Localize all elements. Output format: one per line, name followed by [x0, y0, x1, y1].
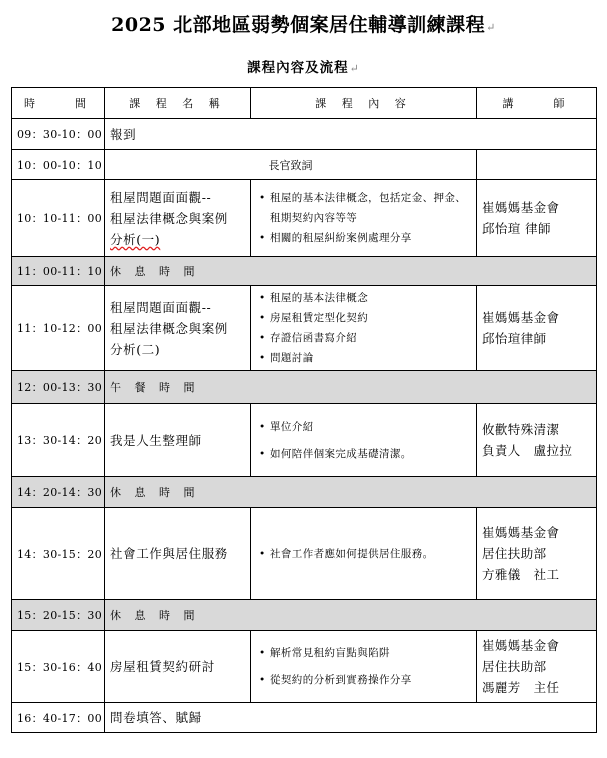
course-name-line: 租屋法律概念與案例: [110, 210, 228, 226]
content-item: • 社會工作者應如何提供居住服務。: [256, 544, 471, 564]
course-name-cell: 房屋租賃契約研討: [105, 631, 251, 703]
table-row: [12, 257, 597, 286]
course-name-cell: [105, 180, 251, 257]
table-row: [12, 371, 597, 404]
table-row: [12, 180, 597, 257]
lecturer-line: 方雅儀 社工: [482, 567, 560, 582]
time-cell: 11：10-12：00: [12, 286, 105, 371]
document-subtitle: 課程內容及流程↵: [247, 60, 360, 76]
table-row: [12, 631, 597, 703]
header-time: 時 間: [12, 88, 105, 119]
schedule-table: [11, 87, 597, 733]
table-row: [12, 477, 597, 508]
lecturer-cell: [477, 404, 597, 477]
time-cell: 13：30-14：20: [12, 404, 105, 477]
lecturer-line: 崔媽媽基金會: [482, 525, 560, 540]
table-row: [12, 600, 597, 631]
lecturer-line: 馮麗芳 主任: [482, 680, 560, 695]
lecturer-cell: [477, 631, 597, 703]
content-item: • 相關的租屋糾紛案例處理分享: [256, 228, 471, 248]
content-item: • 單位介紹: [256, 417, 471, 437]
time-cell: 10：10-11：00: [12, 180, 105, 257]
time-cell: 16：40-17：00: [12, 703, 105, 733]
course-name-line: 租屋問題面面觀--: [110, 189, 212, 205]
break-cell: 休 息 時 間: [105, 257, 597, 286]
lecturer-cell: [477, 508, 597, 600]
course-name-line: 分析(二): [110, 341, 161, 357]
lecturer-cell: [477, 286, 597, 371]
lecturer-line: 崔媽媽基金會: [482, 200, 560, 215]
lunch-cell: 午 餐 時 間: [105, 371, 597, 404]
lecturer-line: 負責人 盧拉拉: [482, 443, 573, 458]
time-cell: 10：00-10：10: [12, 150, 105, 180]
course-name-cell: 我是人生整理師: [105, 404, 251, 477]
registration-cell: 報到: [105, 119, 597, 150]
table-row: [12, 286, 597, 371]
header-lecturer: 講 師: [477, 88, 597, 119]
content-item: • 租屋的基本法律概念: [256, 288, 471, 308]
course-content-cell: [251, 180, 477, 257]
course-name-cell: [105, 286, 251, 371]
table-row: [12, 119, 597, 150]
content-item: • 存證信函書寫介紹: [256, 328, 471, 348]
course-name-line: 分析(一): [110, 231, 161, 247]
lecturer-cell: [477, 180, 597, 257]
lecturer-line: 邱怡瑄律師: [482, 331, 547, 346]
course-name-line: 租屋問題面面觀--: [110, 299, 212, 315]
table-row: [12, 508, 597, 600]
lecturer-line: 攸歡特殊清潔: [482, 422, 560, 437]
course-name-cell: 社會工作與居住服務: [105, 508, 251, 600]
content-item: • 房屋租賃定型化契約: [256, 308, 471, 328]
table-row: [12, 703, 597, 733]
course-content-cell: [251, 631, 477, 703]
time-cell: 15：20-15：30: [12, 600, 105, 631]
closing-cell: 問卷填答、賦歸: [105, 703, 597, 733]
lecturer-line: 邱怡瑄 律師: [482, 221, 551, 236]
lecturer-line: 崔媽媽基金會: [482, 638, 560, 653]
content-item: • 租屋的基本法律概念，包括定金、押金、租期契約內容等等: [256, 188, 471, 228]
content-item: • 解析常見租約盲點與陷阱: [256, 643, 471, 663]
content-item: • 問題討論: [256, 348, 471, 368]
course-content-cell: [251, 286, 477, 371]
course-content-cell: [251, 404, 477, 477]
time-cell: 12：00-13：30: [12, 371, 105, 404]
table-row: [12, 150, 597, 180]
table-header-row: [12, 88, 597, 119]
break-cell: 休 息 時 間: [105, 477, 597, 508]
header-course-name: 課 程 名 稱: [105, 88, 251, 119]
table-row: [12, 404, 597, 477]
document-title: 2025 北部地區弱勢個案居住輔導訓練課程↵: [111, 14, 496, 36]
lecturer-line: 居住扶助部: [482, 546, 547, 561]
content-item: • 如何陪伴個案完成基礎清潔。: [256, 444, 471, 464]
course-content-cell: [251, 508, 477, 600]
time-cell: 15：30-16：40: [12, 631, 105, 703]
content-item: • 從契約的分析到實務操作分享: [256, 670, 471, 690]
time-cell: 14：30-15：20: [12, 508, 105, 600]
empty-lecturer-cell: [477, 150, 597, 180]
header-course-content: 課 程 內 容: [251, 88, 477, 119]
opening-remarks-cell: 長官致詞: [105, 150, 477, 180]
time-cell: 11：00-11：10: [12, 257, 105, 286]
lecturer-line: 居住扶助部: [482, 659, 547, 674]
break-cell: 休 息 時 間: [105, 600, 597, 631]
time-cell: 14：20-14：30: [12, 477, 105, 508]
course-name-line: 租屋法律概念與案例: [110, 320, 228, 336]
time-cell: 09：30-10：00: [12, 119, 105, 150]
lecturer-line: 崔媽媽基金會: [482, 310, 560, 325]
